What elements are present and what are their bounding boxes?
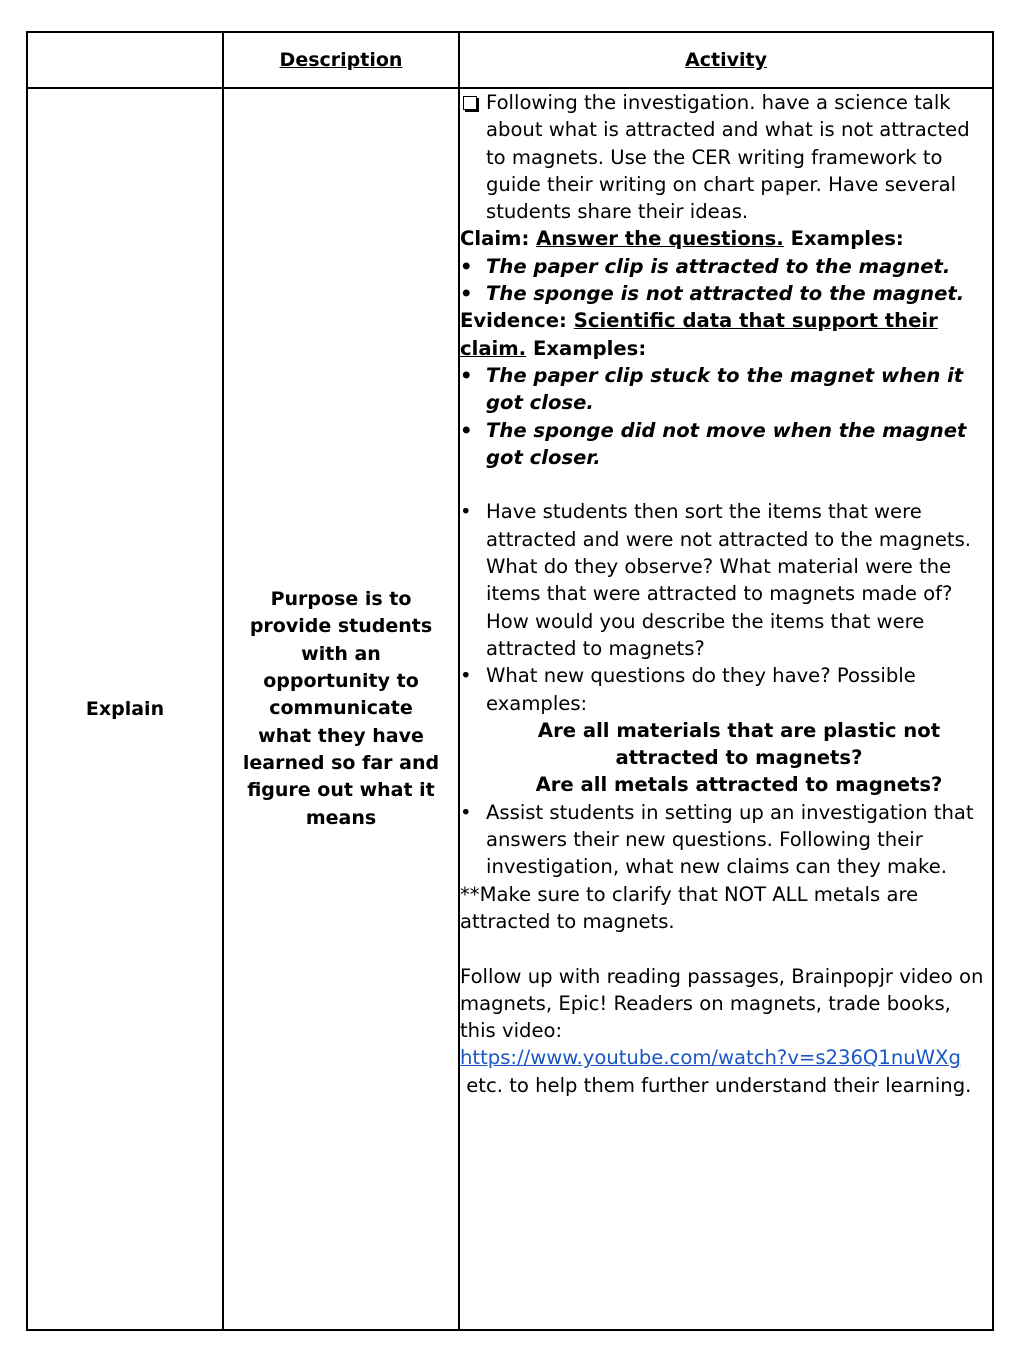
video-link[interactable]: https://www.youtube.com/watch?v=s236Q1nuWXg — [460, 1046, 961, 1070]
intro-item — [460, 89, 992, 225]
activity-cell — [459, 88, 993, 1330]
evidence-definition: Scientific data that support their claim. — [460, 309, 938, 360]
question-example: Are all materials that are plastic not attracted to magnets? — [537, 718, 941, 770]
metals-note: **Make sure to clarify that NOT ALL metals are attracted to magnets. — [460, 882, 919, 933]
evidence-example: • The sponge did not move when the magnet got closer. — [460, 418, 967, 469]
followup-text: Follow up with reading passages, Brainpopjr video on magnets, Epic! Readers on magnets, trade books, this video: — [460, 964, 984, 1043]
claim-example: • The paper clip is attracted to the magnet. — [460, 254, 951, 278]
sort-bullet: • Have students then sort the items that were attracted and were not attracted to the magnets. What do they observe? What material were the items that were attracted to magnets made of? How would you describe the items that were attracted to magnets? — [460, 500, 972, 660]
question-example: Are all metals attracted to magnets? — [535, 773, 943, 797]
explain-row — [27, 88, 993, 1330]
description-cell — [223, 88, 459, 1330]
intro-text: Following the investigation. have a science talk about what is attracted and what is not attracted to magnets. Use the CER writing framework to guide their writing on chart paper. Have several students share their ideas. — [486, 91, 970, 224]
header-row — [27, 32, 993, 88]
claim-definition: Answer the questions. — [536, 227, 784, 251]
phase-cell: Explain — [27, 88, 223, 1330]
evidence-example: • The paper clip stuck to the magnet when it got close. — [460, 363, 964, 415]
evidence-line — [460, 307, 992, 362]
header-description: Description — [223, 32, 459, 88]
evidence-label: Evidence: — [460, 309, 567, 333]
closing-text: etc. to help them further understand their learning. — [460, 1073, 972, 1097]
claim-label: Claim: — [460, 227, 530, 251]
evidence-examples-label: Examples: — [532, 336, 647, 360]
lesson-table — [26, 31, 994, 1331]
description-text: Purpose is to provide students with an opportunity to communicate what they have learned so far and figure out what it means — [242, 588, 440, 829]
checkbox-icon — [463, 96, 477, 110]
claim-examples-label: Examples: — [790, 227, 904, 251]
claim-example: • The sponge is not attracted to the magnet. — [460, 282, 965, 306]
header-empty-cell — [27, 32, 223, 88]
assist-bullet: • Assist students in setting up an investigation that answers their new questions. Following their investigation, what new claims can they make. — [460, 800, 974, 879]
questions-bullet: • What new questions do they have? Possible examples: — [460, 664, 916, 715]
claim-line — [460, 225, 992, 252]
header-activity: Activity — [459, 32, 993, 88]
